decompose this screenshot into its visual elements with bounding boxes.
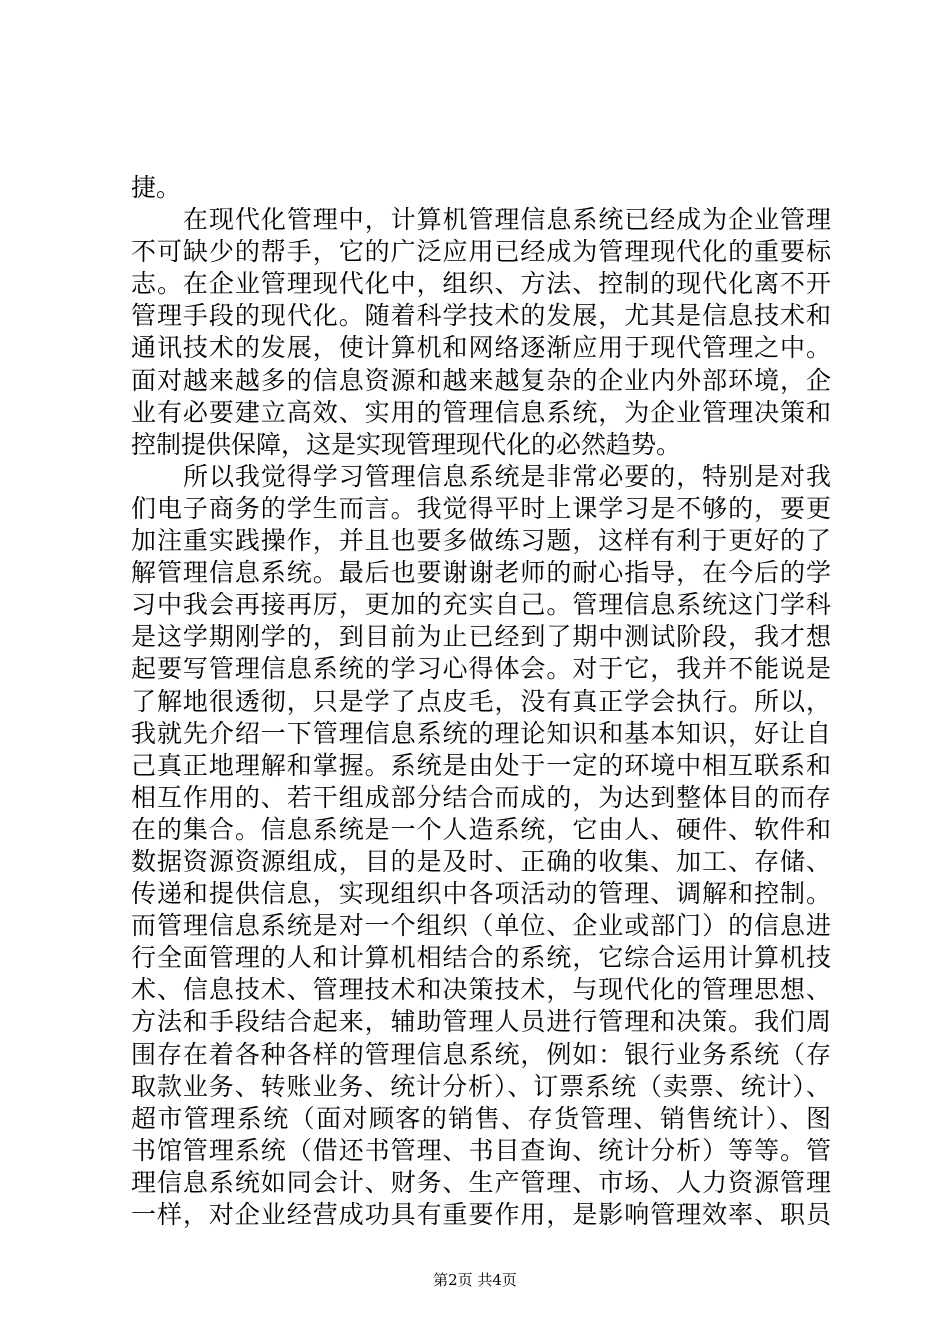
text-line: 加注重实践操作，并且也要多做练习题，这样有利于更好的了 <box>131 526 831 556</box>
text-line: 而管理信息系统是对一个组织（单位、企业或部门）的信息进 <box>131 911 831 941</box>
text-line: 了解地很透彻，只是学了点皮毛，没有真正学会执行。所以， <box>131 686 831 716</box>
text-line: 业有必要建立高效、实用的管理信息系统，为企业管理决策和 <box>131 397 831 427</box>
paragraph-end-line: 控制提供保障，这是实现管理现代化的必然趋势。 <box>131 429 682 459</box>
text-line: 不可缺少的帮手，它的广泛应用已经成为管理现代化的重要标 <box>131 237 831 267</box>
text-line: 捷。 <box>131 173 182 202</box>
text-line: 相互作用的、若干组成部分结合而成的，为达到整体目的而存 <box>131 782 831 812</box>
text-line: 在的集合。信息系统是一个人造系统，它由人、硬件、软件和 <box>131 814 831 844</box>
paragraph-start-line: 所以我觉得学习管理信息系统是非常必要的，特别是对我 <box>183 461 831 491</box>
text-line: 解管理信息系统。最后也要谢谢老师的耐心指导，在今后的学 <box>131 558 831 588</box>
page-number-footer: 第2页 共4页 <box>433 1271 517 1289</box>
text-line: 们电子商务的学生而言。我觉得平时上课学习是不够的，要更 <box>131 493 831 523</box>
text-line: 方法和手段结合起来，辅助管理人员进行管理和决策。我们周 <box>131 1007 831 1037</box>
text-line: 书馆管理系统（借还书管理、书目查询、统计分析）等等。管 <box>131 1135 831 1165</box>
text-line: 是这学期刚学的，到目前为止已经到了期中测试阶段，我才想 <box>131 622 831 652</box>
text-line: 通讯技术的发展，使计算机和网络逐渐应用于现代管理之中。 <box>131 333 831 363</box>
text-line: 己真正地理解和掌握。系统是由处于一定的环境中相互联系和 <box>131 750 831 780</box>
text-line: 取款业务、转账业务、统计分析）、订票系统（卖票、统计）、 <box>131 1071 831 1101</box>
paragraph-start-line: 在现代化管理中，计算机管理信息系统已经成为企业管理 <box>183 205 831 235</box>
text-line: 数据资源资源组成，目的是及时、正确的收集、加工、存储、 <box>131 846 831 876</box>
text-line: 围存在着各种各样的管理信息系统，例如：银行业务系统（存 <box>131 1039 831 1069</box>
text-line: 行全面管理的人和计算机相结合的系统，它综合运用计算机技 <box>131 943 831 973</box>
text-line: 习中我会再接再厉，更加的充实自己。管理信息系统这门学科 <box>131 590 831 620</box>
text-line: 术、信息技术、管理技术和决策技术，与现代化的管理思想、 <box>131 975 831 1005</box>
text-line: 管理手段的现代化。随着科学技术的发展，尤其是信息技术和 <box>131 301 831 331</box>
text-line: 超市管理系统（面对顾客的销售、存货管理、销售统计）、图 <box>131 1103 831 1133</box>
text-line: 面对越来越多的信息资源和越来越复杂的企业内外部环境，企 <box>131 365 831 395</box>
text-line: 志。在企业管理现代化中，组织、方法、控制的现代化离不开 <box>131 269 831 299</box>
text-line: 起要写管理信息系统的学习心得体会。对于它，我并不能说是 <box>131 654 831 684</box>
text-line: 我就先介绍一下管理信息系统的理论知识和基本知识，好让自 <box>131 718 831 748</box>
text-line: 一样，对企业经营成功具有重要作用，是影响管理效率、职员 <box>131 1200 831 1229</box>
text-line: 理信息系统如同会计、财务、生产管理、市场、人力资源管理 <box>131 1167 831 1197</box>
text-line: 传递和提供信息，实现组织中各项活动的管理、调解和控制。 <box>131 879 831 909</box>
document-body <box>131 172 831 1231</box>
